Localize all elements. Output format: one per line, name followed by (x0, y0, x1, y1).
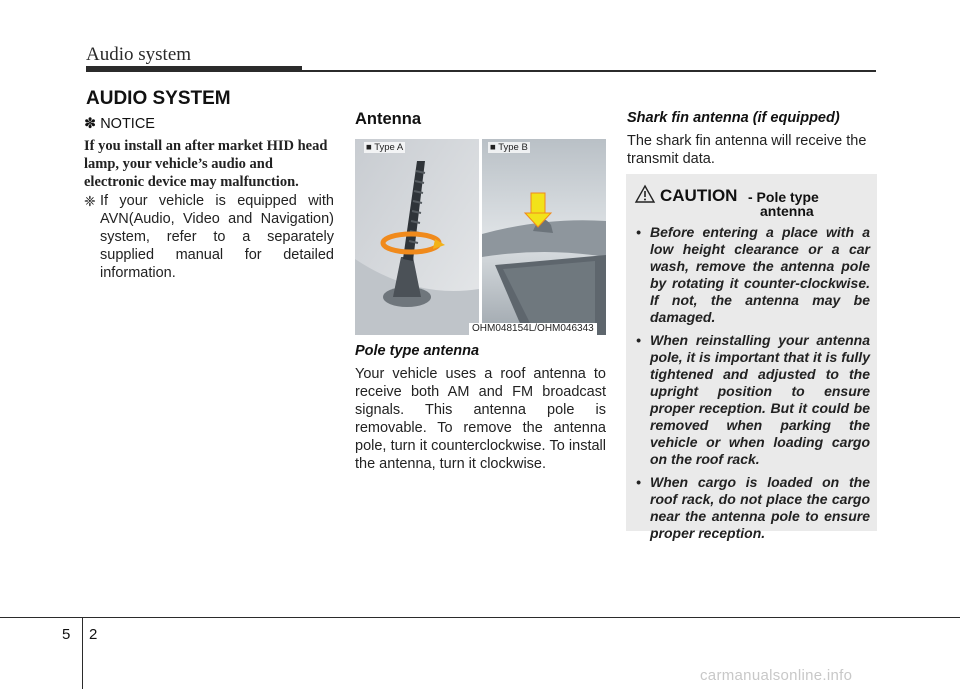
caution-item-text: Before entering a place with a low height clearance or a car wash, remove the antenna pole by rotating it counter-clockwise. If not, the antenna may be damaged. (650, 224, 870, 325)
figure-code: OHM048154L/OHM046343 (469, 323, 597, 335)
bullet-icon: • (636, 332, 641, 348)
note-text: If your vehicle is equipped with AVN(Audio, Video and Navigation) system, refer to a separately supplied manual for detailed information. (100, 193, 334, 281)
notice-heading (84, 116, 155, 132)
pole-antenna-text: Your vehicle uses a roof antenna to receive both AM and FM broadcast signals. This antenna pole is removable. To remove the antenna pole, turn it counterclockwise. To install the antenna, turn it clockwise. (355, 366, 606, 472)
pole-antenna-heading: Pole type antenna (355, 343, 480, 359)
watermark: carmanualsonline.info (700, 667, 853, 684)
figure-label-type-a: ■ Type A (366, 142, 404, 153)
page-number: 2 (89, 626, 98, 643)
caution-item (636, 224, 870, 326)
antenna-illustration (355, 139, 606, 335)
caution-item-text: When reinstalling your antenna pole, it is important that it is fully tightened and adjusted to the upright position to ensure proper reception. But it could be removed when parking the vehicle or when loading cargo on the roof rack. (650, 332, 870, 467)
antenna-figure (355, 139, 606, 335)
caution-item (636, 474, 870, 542)
notice-symbol-icon: ✽ (84, 116, 97, 132)
footer-rule (0, 617, 960, 618)
notice-bold-text: If you install an after market HID head lamp, your vehicle’s audio and electronic device may malfunction. (84, 138, 328, 190)
shark-fin-heading: Shark fin antenna (if equipped) (627, 110, 840, 126)
shark-fin-text: The shark fin antenna will receive the transmit data. (627, 133, 867, 167)
header-rule-thick (86, 66, 302, 72)
header-rule-thin (302, 70, 876, 72)
caution-subtitle: - Pole type (748, 189, 819, 205)
caution-title: CAUTION (660, 186, 738, 205)
caution-item-text: When cargo is loaded on the roof rack, do not place the cargo near the antenna pole to ensure proper reception. (650, 474, 870, 541)
caution-subtitle-continued: antenna (760, 203, 814, 219)
bullet-icon: • (636, 224, 641, 240)
bullet-icon: • (636, 474, 641, 490)
section-title: AUDIO SYSTEM (86, 88, 231, 109)
warning-triangle-icon (634, 184, 656, 204)
chapter-number: 5 (62, 626, 71, 643)
note-symbol-icon: ❈ (84, 193, 96, 209)
caution-list (636, 224, 870, 548)
caution-item (636, 332, 870, 468)
antenna-heading: Antenna (355, 110, 421, 128)
figure-label-type-b: ■ Type B (490, 142, 528, 153)
notice-heading-text: NOTICE (100, 116, 155, 132)
footer-divider (82, 617, 83, 689)
running-title: Audio system (86, 44, 192, 65)
